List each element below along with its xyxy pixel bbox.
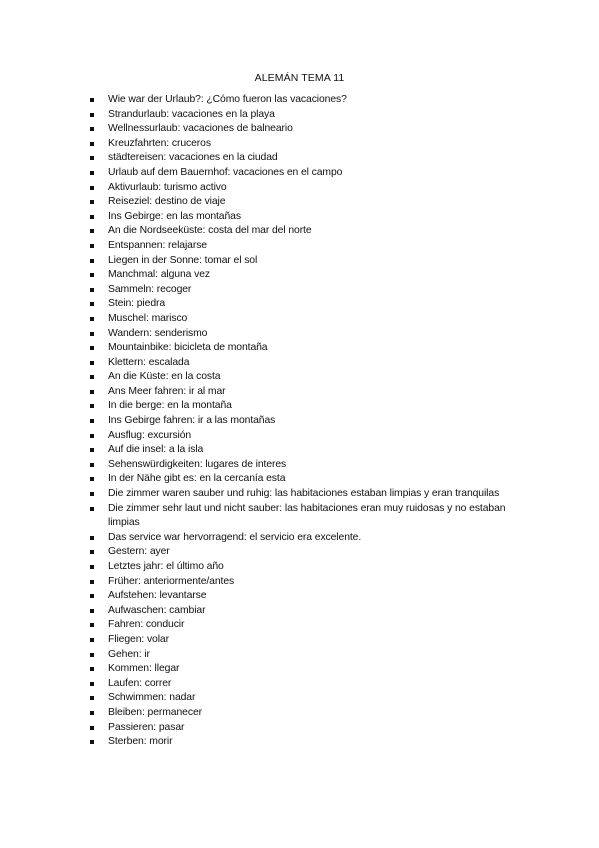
bullet-square-icon <box>90 244 94 248</box>
vocabulary-item <box>90 210 530 225</box>
vocabulary-entry-text: Wellnessurlaub: vacaciones de balneario <box>108 123 293 135</box>
vocabulary-entry-text: Wandern: senderismo <box>108 327 208 339</box>
vocabulary-entry-text: Sammeln: recoger <box>108 283 192 295</box>
vocabulary-entry-text: Sterben: morir <box>108 736 173 748</box>
vocabulary-entry-text: Klettern: escalada <box>108 356 190 368</box>
bullet-square-icon <box>90 492 94 496</box>
bullet-square-icon <box>90 317 94 321</box>
bullet-square-icon <box>90 711 94 715</box>
vocabulary-item <box>90 677 530 692</box>
bullet-square-icon <box>90 667 94 671</box>
vocabulary-entry-text: Entspannen: relajarse <box>108 239 207 251</box>
bullet-square-icon <box>90 536 94 540</box>
vocabulary-entry-text: Bleiben: permanecer <box>108 706 202 718</box>
vocabulary-item <box>90 604 530 619</box>
vocabulary-entry-text: Mountainbike: bicicleta de montaña <box>108 342 268 354</box>
vocabulary-entry-text: Aufwaschen: cambiar <box>108 604 206 616</box>
bullet-square-icon <box>90 302 94 306</box>
vocabulary-item <box>90 254 530 269</box>
vocabulary-item <box>90 502 530 531</box>
vocabulary-item <box>90 181 530 196</box>
vocabulary-entry-text: Liegen in der Sonne: tomar el sol <box>108 254 258 266</box>
vocabulary-entry-text: Passieren: pasar <box>108 721 185 733</box>
vocabulary-item <box>90 575 530 590</box>
document-title: ALEMÁN TEMA 11 <box>254 72 345 84</box>
vocabulary-item <box>90 239 530 254</box>
bullet-square-icon <box>90 200 94 204</box>
bullet-square-icon <box>90 463 94 467</box>
vocabulary-item <box>90 224 530 239</box>
vocabulary-item <box>90 545 530 560</box>
vocabulary-item <box>90 458 530 473</box>
vocabulary-entry-text: Manchmal: alguna vez <box>108 269 210 281</box>
vocabulary-entry-text: Urlaub auf dem Bauernhof: vacaciones en el campo <box>108 166 343 178</box>
vocabulary-entry-text: Aktivurlaub: turismo activo <box>108 181 227 193</box>
vocabulary-entry-text: Schwimmen: nadar <box>108 692 196 704</box>
vocabulary-item <box>90 487 530 502</box>
vocabulary-item <box>90 618 530 633</box>
vocabulary-entry-text: Die zimmer sehr laut und nicht sauber: las habitaciones eran muy ruidosas y no estaban limpias <box>108 502 506 529</box>
vocabulary-item <box>90 443 530 458</box>
vocabulary-item <box>90 297 530 312</box>
bullet-square-icon <box>90 273 94 277</box>
vocabulary-item <box>90 706 530 721</box>
vocabulary-entry-text: Ins Gebirge fahren: ir a las montañas <box>108 415 276 427</box>
bullet-square-icon <box>90 229 94 233</box>
vocabulary-entry-text: Wie war der Urlaub?: ¿Cómo fueron las vacaciones? <box>108 94 347 105</box>
vocabulary-item <box>90 472 530 487</box>
bullet-square-icon <box>90 390 94 394</box>
vocabulary-item <box>90 312 530 327</box>
bullet-square-icon <box>90 609 94 613</box>
vocabulary-item <box>90 268 530 283</box>
vocabulary-item <box>90 327 530 342</box>
vocabulary-entry-text: Gehen: ir <box>108 648 150 660</box>
vocabulary-item <box>90 356 530 371</box>
bullet-square-icon <box>90 696 94 700</box>
vocabulary-item <box>90 151 530 166</box>
vocabulary-item <box>90 721 530 736</box>
vocabulary-entry-text: An die Küste: en la costa <box>108 371 221 383</box>
bullet-square-icon <box>90 448 94 452</box>
vocabulary-item <box>90 735 530 750</box>
vocabulary-entry-text: In die berge: en la montaña <box>108 400 232 412</box>
vocabulary-entry-text: Strandurlaub: vacaciones en la playa <box>108 108 275 120</box>
bullet-square-icon <box>90 215 94 219</box>
vocabulary-entry-text: Gestern: ayer <box>108 546 170 558</box>
bullet-square-icon <box>90 594 94 598</box>
bullet-square-icon <box>90 726 94 730</box>
vocabulary-item <box>90 195 530 210</box>
vocabulary-item <box>90 385 530 400</box>
bullet-square-icon <box>90 434 94 438</box>
vocabulary-item <box>90 122 530 137</box>
vocabulary-item <box>90 283 530 298</box>
vocabulary-item <box>90 166 530 181</box>
bullet-square-icon <box>90 550 94 554</box>
vocabulary-item <box>90 589 530 604</box>
bullet-square-icon <box>90 171 94 175</box>
bullet-square-icon <box>90 361 94 365</box>
bullet-square-icon <box>90 113 94 117</box>
bullet-square-icon <box>90 580 94 584</box>
vocabulary-entry-text: Ausflug: excursión <box>108 429 192 441</box>
vocabulary-item <box>90 108 530 123</box>
vocabulary-entry-text: Früher: anteriormente/antes <box>108 575 235 587</box>
vocabulary-item <box>90 691 530 706</box>
vocabulary-entry-text: städtereisen: vacaciones en la ciudad <box>108 152 278 164</box>
vocabulary-entry-text: Aufstehen: levantarse <box>108 590 207 602</box>
bullet-square-icon <box>90 623 94 627</box>
vocabulary-entry-text: Fahren: conducir <box>108 619 185 631</box>
vocabulary-entry-text: Die zimmer waren sauber und ruhig: las habitaciones estaban limpias y eran tranquilas <box>108 488 500 500</box>
bullet-square-icon <box>90 653 94 657</box>
vocabulary-item <box>90 531 530 546</box>
vocabulary-entry-text: Muschel: marisco <box>108 312 188 324</box>
vocabulary-entry-text: Sehenswürdigkeiten: lugares de interes <box>108 458 287 470</box>
vocabulary-entry-text: Stein: piedra <box>108 298 166 310</box>
bullet-square-icon <box>90 142 94 146</box>
bullet-square-icon <box>90 156 94 160</box>
vocabulary-item <box>90 560 530 575</box>
bullet-square-icon <box>90 288 94 292</box>
bullet-square-icon <box>90 404 94 408</box>
bullet-square-icon <box>90 682 94 686</box>
bullet-square-icon <box>90 375 94 379</box>
bullet-square-icon <box>90 186 94 190</box>
vocabulary-item <box>90 137 530 152</box>
vocabulary-entry-text: Ins Gebirge: en las montañas <box>108 210 241 222</box>
vocabulary-entry-text: In der Nähe gibt es: en la cercanía esta <box>108 473 286 485</box>
vocabulary-entry-text: Das service war hervorragend: el servicio era excelente. <box>108 531 362 543</box>
vocabulary-item <box>90 341 530 356</box>
bullet-square-icon <box>90 332 94 336</box>
bullet-square-icon <box>90 507 94 511</box>
bullet-square-icon <box>90 477 94 481</box>
bullet-square-icon <box>90 259 94 263</box>
vocabulary-entry-text: Kommen: llegar <box>108 663 180 675</box>
vocabulary-item <box>90 648 530 663</box>
vocabulary-entry-text: Letztes jahr: el último año <box>108 561 224 572</box>
vocabulary-item <box>90 399 530 414</box>
vocabulary-entry-text: Kreuzfahrten: cruceros <box>108 137 211 149</box>
bullet-square-icon <box>90 740 94 744</box>
vocabulary-item <box>90 633 530 648</box>
bullet-square-icon <box>90 419 94 423</box>
bullet-square-icon <box>90 346 94 350</box>
bullet-square-icon <box>90 127 94 131</box>
vocabulary-item <box>90 93 530 108</box>
bullet-square-icon <box>90 638 94 642</box>
bullet-square-icon <box>90 98 94 102</box>
vocabulary-entry-text: Fliegen: volar <box>108 633 169 645</box>
vocabulary-item <box>90 414 530 429</box>
bullet-square-icon <box>90 565 94 569</box>
vocabulary-item <box>90 662 530 677</box>
vocabulary-entry-text: Reiseziel: destino de viaje <box>108 196 226 208</box>
vocabulary-entry-text: Auf die insel: a la isla <box>108 444 204 456</box>
vocabulary-item <box>90 370 530 385</box>
vocabulary-entry-text: Laufen: correr <box>108 677 172 689</box>
vocabulary-entry-text: An die Nordseeküste: costa del mar del norte <box>108 225 312 237</box>
vocabulary-item <box>90 429 530 444</box>
vocabulary-entry-text: Ans Meer fahren: ir al mar <box>108 385 226 397</box>
vocabulary-list <box>90 93 530 750</box>
